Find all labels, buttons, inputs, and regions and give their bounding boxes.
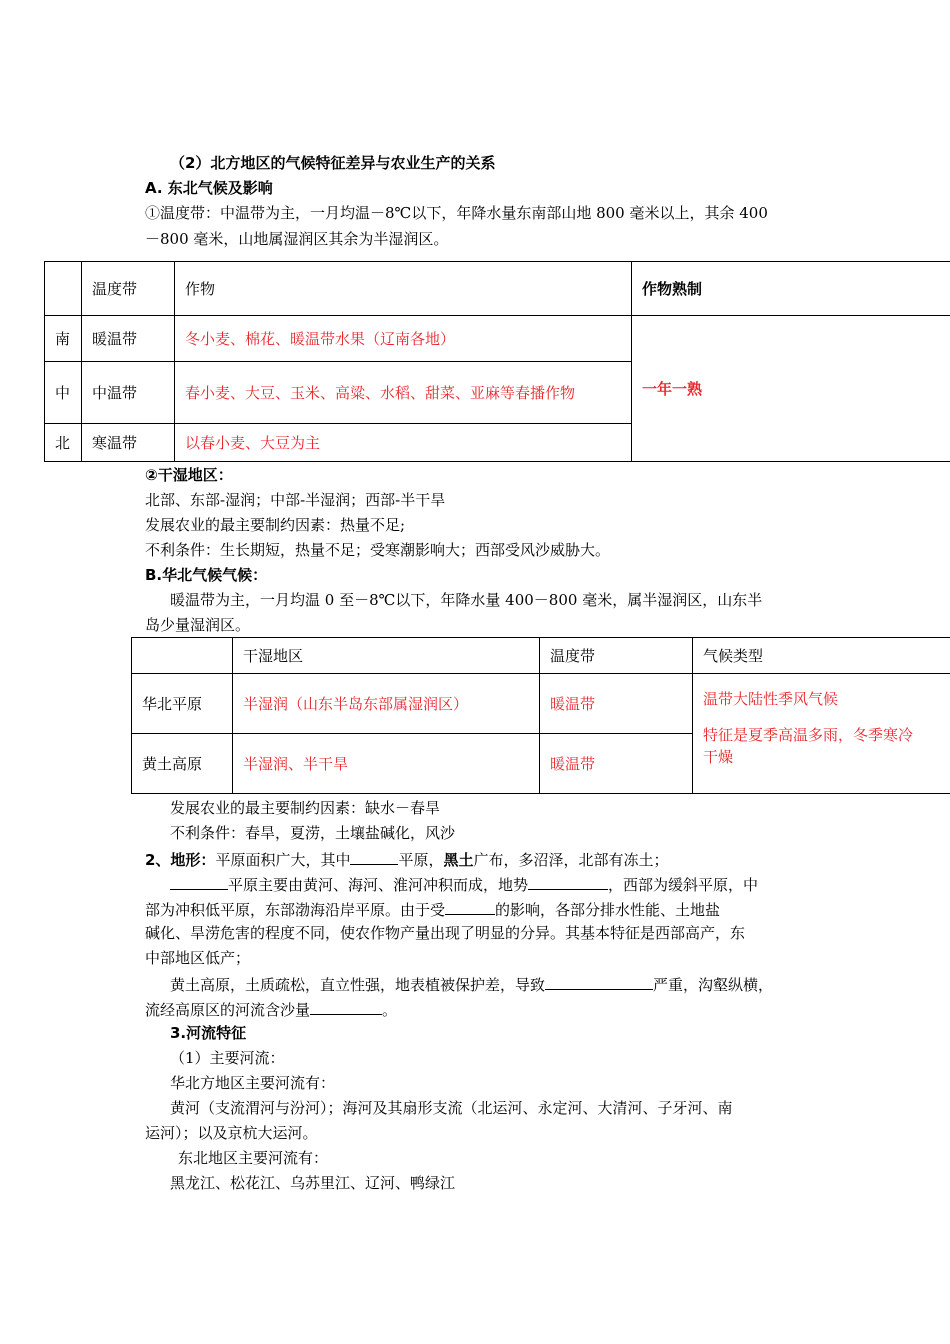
table1-header-zone: 温度带	[82, 262, 175, 316]
table2-region-plain: 华北平原	[132, 674, 233, 734]
blank-4[interactable]	[445, 898, 495, 915]
terrain-line1	[145, 848, 669, 870]
terrain-line6	[170, 973, 773, 995]
table2-climate-cell	[693, 674, 950, 794]
table1-crops-north: 以春小麦、大豆为主	[175, 424, 632, 462]
terrain-l7-a: 流经高原区的河流含沙量	[145, 1001, 311, 1019]
terrain-line2	[170, 873, 758, 895]
dry-wet-line2: 发展农业的最主要制约因素：热量不足;	[145, 516, 406, 534]
table2-header-zone: 温度带	[540, 638, 693, 674]
section-a-para-line1: ①温度带：中温带为主，一月均温－8℃以下，年降水量东南部山地 800 毫米以上，其余 400	[145, 204, 768, 222]
terrain-label: 2、地形：	[145, 851, 216, 869]
terrain-l6-a: 黄土高原，土质疏松，直立性强，地表植被保护差，导致	[170, 976, 546, 994]
terrain-l6-b: 严重，沟壑纵横，	[653, 976, 774, 994]
rivers-nc-line1: 黄河（支流渭河与汾河）；海河及其扇形支流（北运河、永定河、大清河、子牙河、南	[170, 1099, 733, 1117]
table1-header-crops: 作物	[175, 262, 632, 316]
terrain-l1-a: 平原面积广大，其中	[215, 851, 351, 869]
table2-climate-feature-line1: 特征是夏季高温多雨，冬季寒冷	[703, 726, 914, 744]
north-china-climate-table	[131, 637, 950, 794]
table2-region-plateau: 黄土高原	[132, 734, 233, 794]
section-b-line1: 暖温带为主，一月均温 0 至－8℃以下，年降水量 400－800 毫米，属半湿润区，山东半	[170, 591, 763, 609]
table2-header-dry-wet: 干湿地区	[233, 638, 540, 674]
table2-header-climate: 气候类型	[693, 638, 950, 674]
table1-corner	[45, 262, 82, 316]
dry-wet-line1: 北部、东部-湿润；中部-半湿润；西部-半干旱	[145, 491, 446, 509]
table1-region-north: 北	[45, 424, 82, 462]
northeast-crop-table	[44, 261, 950, 462]
table2-climate-type: 温带大陆性季风气候	[703, 690, 839, 708]
rivers-north-china-title: 华北方地区主要河流有：	[170, 1074, 336, 1092]
dry-wet-title: ②干湿地区：	[145, 466, 233, 484]
table2-zone-plain: 暖温带	[540, 674, 693, 734]
table2-drywet-plain: 半湿润（山东半岛东部属湿润区）	[233, 674, 540, 734]
blank-2[interactable]	[170, 873, 228, 890]
terrain-line5: 中部地区低产；	[145, 949, 251, 967]
table2-drywet-plateau: 半湿润、半干旱	[233, 734, 540, 794]
table2-zone-plateau: 暖温带	[540, 734, 693, 794]
table1-region-south: 南	[45, 316, 82, 362]
table1-crops-middle: 春小麦、大豆、玉米、高粱、水稻、甜菜、亚麻等春播作物	[175, 362, 632, 424]
section-a-para-line2: －800 毫米，山地属湿润区其余为半湿润区。	[145, 230, 449, 248]
blank-1[interactable]	[350, 848, 398, 865]
rivers-sub: （1）主要河流：	[170, 1049, 285, 1067]
section-b-title: B.华北气候气候：	[145, 566, 268, 584]
terrain-line3	[145, 898, 720, 920]
table2-climate-feature-line2: 干燥	[703, 748, 734, 766]
rivers-nc-line2: 运河）；以及京杭大运河。	[145, 1124, 318, 1142]
blank-3[interactable]	[528, 873, 608, 890]
terrain-l7-b: 。	[382, 1001, 398, 1019]
table1-zone-middle: 中温带	[82, 362, 175, 424]
table1-header-ripening: 作物熟制	[632, 262, 950, 316]
terrain-l1-d: 广布，多沼泽，北部有冻土；	[473, 851, 669, 869]
section-heading: （2）北方地区的气候特征差异与农业生产的关系	[170, 154, 496, 172]
table1-crops-south: 冬小麦、棉花、暖温带水果（辽南各地）	[175, 316, 632, 362]
table2-corner	[132, 638, 233, 674]
terrain-line7	[145, 998, 397, 1020]
rivers-northeast-title: 东北地区主要河流有：	[178, 1149, 329, 1167]
north-china-note2: 不利条件：春旱，夏涝，土壤盐碱化，风沙	[170, 824, 456, 842]
blank-5[interactable]	[545, 973, 653, 990]
terrain-l1-b: 平原，	[398, 851, 444, 869]
table1-region-middle: 中	[45, 362, 82, 424]
north-china-note1: 发展农业的最主要制约因素：缺水－春旱	[170, 799, 441, 817]
terrain-l3-a: 部为冲积低平原，东部渤海沿岸平原。由于受	[145, 901, 446, 919]
dry-wet-line3: 不利条件：生长期短，热量不足；受寒潮影响大；西部受风沙威胁大。	[145, 541, 611, 559]
terrain-l3-b: 的影响，各部分排水性能、土地盐	[495, 901, 721, 919]
blank-6[interactable]	[310, 998, 382, 1015]
terrain-l1-c: 黑土	[443, 851, 474, 869]
rivers-title: 3.河流特征	[170, 1024, 247, 1042]
table1-zone-south: 暖温带	[82, 316, 175, 362]
terrain-l2-a: 平原主要由黄河、海河、淮河冲积而成，地势	[228, 876, 529, 894]
section-b-line2: 岛少量湿润区。	[145, 616, 251, 634]
section-a-title: A. 东北气候及影响	[145, 179, 273, 197]
table1-zone-north: 寒温带	[82, 424, 175, 462]
terrain-line4: 碱化、旱涝危害的程度不同，使农作物产量出现了明显的分异。其基本特征是西部高产，东	[145, 924, 746, 942]
rivers-ne-line: 黑龙江、松花江、乌苏里江、辽河、鸭绿江	[170, 1174, 456, 1192]
table1-ripening: 一年一熟	[632, 316, 950, 462]
terrain-l2-b: ，西部为缓斜平原，中	[608, 876, 759, 894]
